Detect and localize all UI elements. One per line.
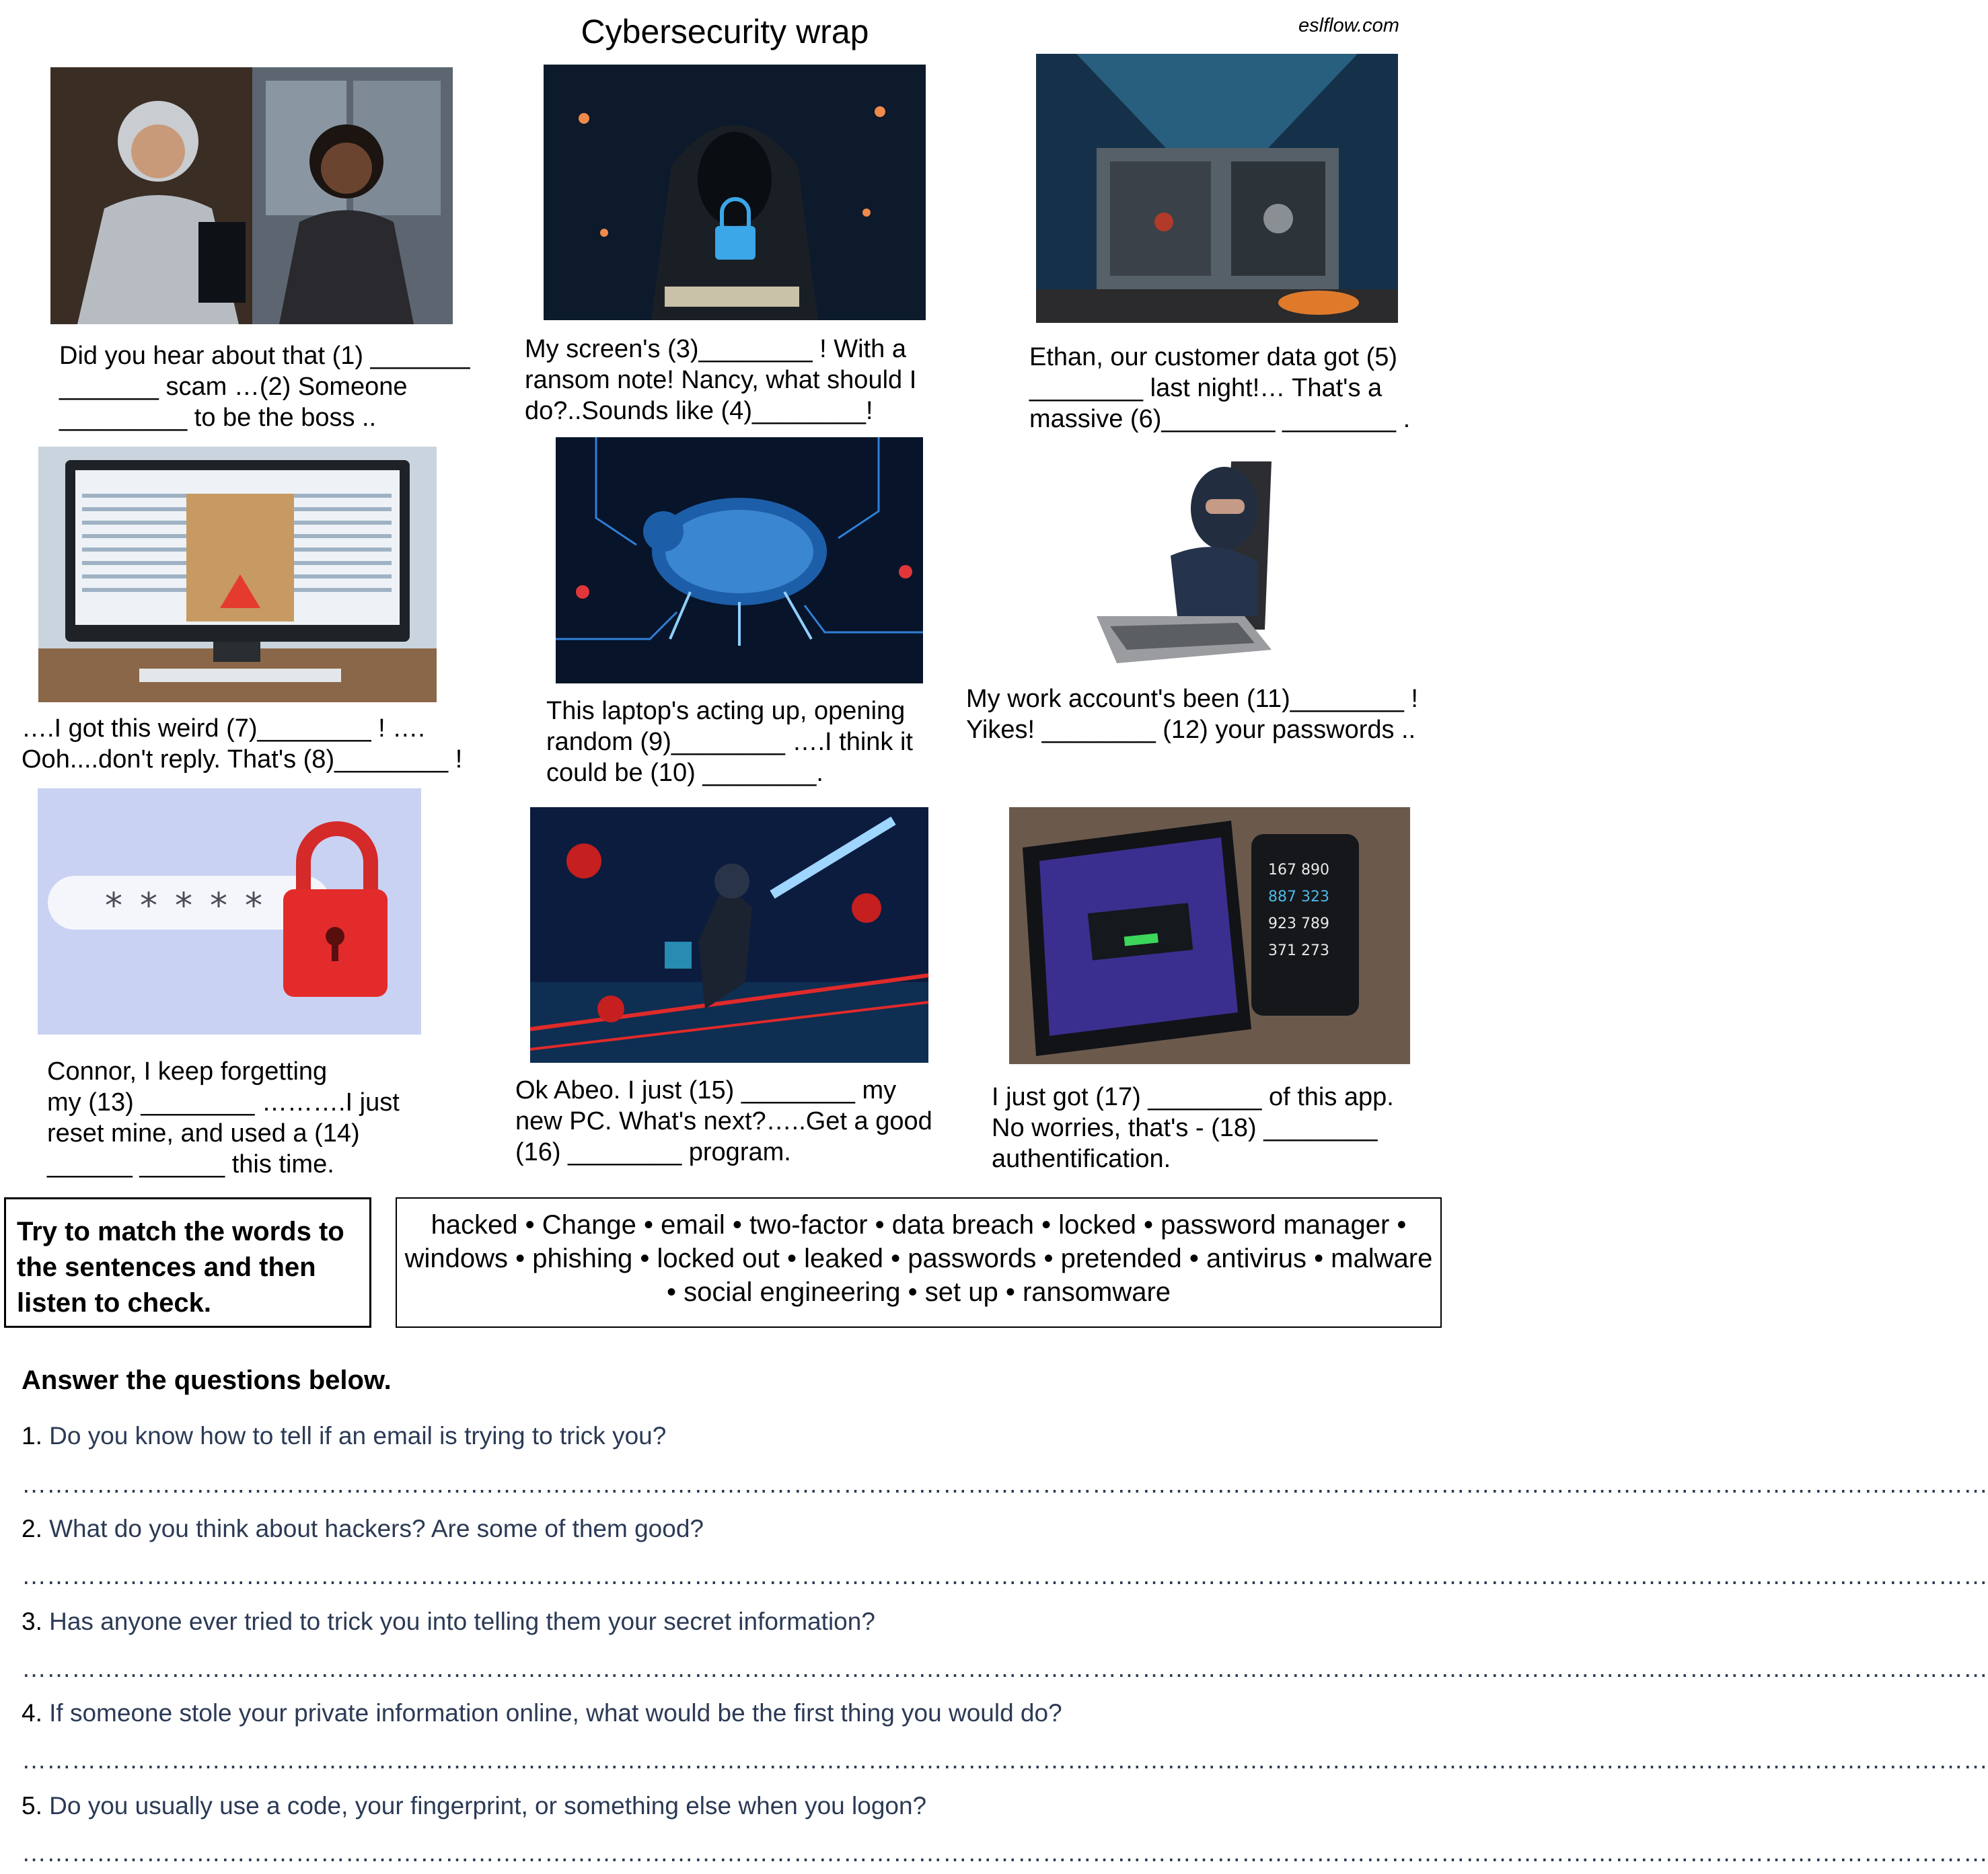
- caption-7: Connor, I keep forgetting my (13) ________ ……….I just reset mine, and used a (14) ______ ______ this time.: [47, 1057, 400, 1178]
- question-number: 1.: [22, 1422, 42, 1450]
- question-1: [22, 1422, 666, 1450]
- svg-text:*: *: [210, 886, 227, 926]
- question-text: If someone stole your private information online, what would be the first thing you would do?: [42, 1699, 1062, 1727]
- question-number: 4.: [22, 1699, 42, 1727]
- caption-9: I just got (17) ________ of this app. No worries, that's - (18) ________ authentification.: [992, 1083, 1394, 1173]
- question-5: [22, 1792, 926, 1820]
- data-vault-picture: [1036, 54, 1398, 323]
- question-2: [22, 1515, 704, 1543]
- answer-line[interactable]: …………………………………………………………………………………………………………………………………………………………………………………………………………………: [22, 1562, 1988, 1589]
- svg-text:*: *: [175, 886, 192, 926]
- page-title: Cybersecurity wrap: [581, 13, 869, 50]
- caption-8: Ok Abeo. I just (15) ________ my new PC. What's next?…..Get a good (16) ________ program.: [515, 1076, 932, 1166]
- word-bank: hacked • Change • email • two-factor • data breach • locked • password manager • windows • phishing • locked out • leaked • passwords • pretended • antivirus • malware • social engineering • set up • ransomware: [396, 1197, 1442, 1328]
- svg-text:167 890: 167 890: [1268, 862, 1329, 878]
- caption-2: My screen's (3)________ ! With a ransom note! Nancy, what should I do?..Sounds like (4)________!: [525, 335, 917, 425]
- burglar-laptop-picture: [1090, 448, 1292, 671]
- answer-line[interactable]: …………………………………………………………………………………………………………………………………………………………………………………………………………………: [22, 1746, 1988, 1774]
- cyber-warrior-picture: [530, 807, 928, 1063]
- svg-text:887 323: 887 323: [1268, 889, 1329, 905]
- question-number: 2.: [22, 1515, 42, 1542]
- instruction-box: Try to match the words to the sentences and then listen to check.: [4, 1197, 371, 1328]
- password-lock-picture: [38, 788, 421, 1035]
- caption-5: This laptop's acting up, opening random (9)________ ….I think it could be (10) ________.: [546, 697, 913, 787]
- answer-line[interactable]: …………………………………………………………………………………………………………………………………………………………………………………………………………………: [22, 1470, 1988, 1498]
- question-text: Do you usually use a code, your fingerprint, or something else when you logon?: [42, 1792, 927, 1820]
- phishing-trap-picture: [38, 447, 437, 702]
- caption-6: My work account's been (11)________ ! Yikes! ________ (12) your passwords ..: [966, 685, 1418, 744]
- answer-line[interactable]: …………………………………………………………………………………………………………………………………………………………………………………………………………………: [22, 1655, 1988, 1682]
- question-number: 5.: [22, 1792, 42, 1820]
- svg-text:923 789: 923 789: [1268, 915, 1329, 932]
- svg-text:*: *: [140, 886, 157, 926]
- question-4: [22, 1699, 1062, 1727]
- questions-heading: Answer the questions below.: [22, 1365, 392, 1395]
- caption-4: ….I got this weird (7)________ ! …. Ooh....don't reply. That's (8)________ !: [22, 714, 463, 774]
- caption-1: Did you hear about that (1) _______ _______ scam …(2) Someone _________ to be the boss ..: [59, 342, 470, 432]
- question-number: 3.: [22, 1608, 42, 1635]
- site-credit: eslflow.com: [1298, 15, 1399, 36]
- question-text: What do you think about hackers? Are some of them good?: [42, 1515, 704, 1542]
- question-text: Has anyone ever tried to trick you into telling them your secret information?: [42, 1608, 875, 1635]
- svg-text:371 273: 371 273: [1268, 942, 1329, 959]
- question-text: Do you know how to tell if an email is trying to trick you?: [42, 1422, 667, 1450]
- svg-text:*: *: [105, 886, 122, 926]
- circuit-bug-picture: [556, 437, 923, 683]
- answer-line[interactable]: …………………………………………………………………………………………………………………………………………………………………………………………………………………: [22, 1839, 1988, 1867]
- two-factor-phone-picture: [1009, 807, 1410, 1064]
- svg-text:*: *: [245, 886, 262, 926]
- caption-3: Ethan, our customer data got (5) ________ last night!… That's a massive (6)________ ________ .: [1029, 343, 1411, 433]
- question-3: [22, 1608, 875, 1636]
- phone-call-picture: [50, 67, 453, 324]
- hooded-hacker-picture: [544, 65, 926, 320]
